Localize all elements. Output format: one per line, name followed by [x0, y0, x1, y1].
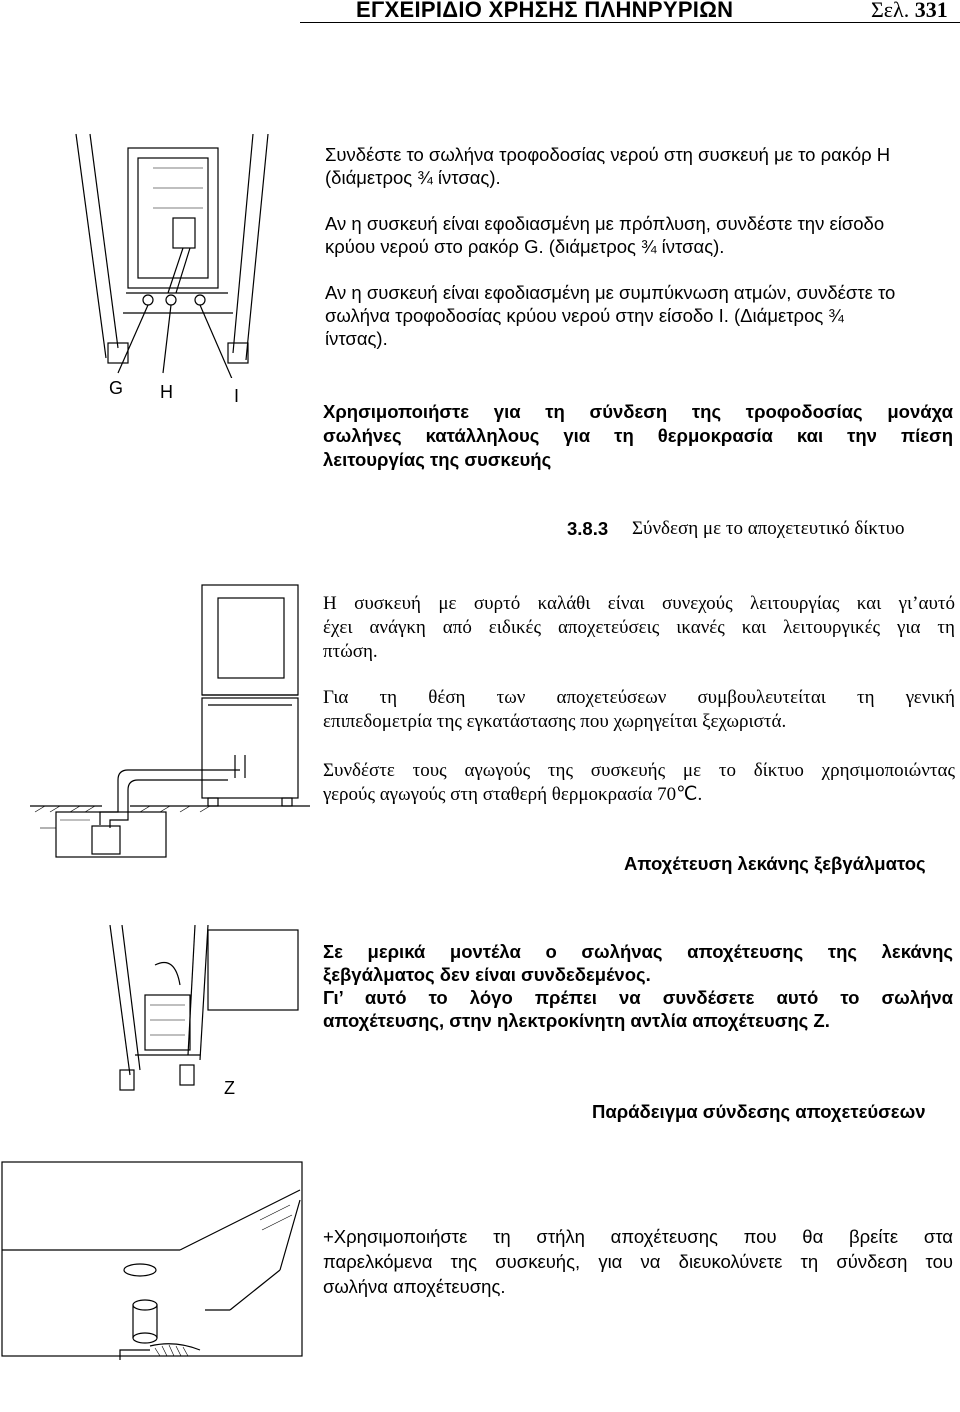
- manual-title: ΕΓΧΕΙΡΙΔΙΟ ΧΡΗΣΗΣ ΠΛΗΝΡΥΡΙΩΝ: [356, 0, 734, 22]
- water-p1-line2: (διάμετρος ¾ ίντσας).: [325, 167, 501, 188]
- water-p2-line1: Αν η συσκευή είναι εφοδιασμένη με πρόπλυση, συνδέστε την είσοδο: [325, 213, 885, 234]
- drain-p1-line1: Η συσκευή με συρτό καλάθι είναι συνεχούς λειτουργίας και γι’αυτό: [323, 593, 955, 614]
- warning-line3: λειτουργίας της συσκευής: [323, 449, 552, 470]
- section-title: Σύνδεση με το αποχετευτικό δίκτυο: [632, 518, 905, 539]
- page-number-value: 331: [914, 0, 948, 22]
- rinse-p2-line1: Γι’ αυτό το λόγο πρέπει να συνδέσετε αυτό το σωλήνα: [323, 987, 953, 1008]
- label-z: Z: [224, 1078, 235, 1098]
- page-number: [871, 0, 948, 23]
- drain-p3-line2: γερούς αγωγούς στη σταθερή θερμοκρασία 70℃.: [323, 784, 703, 805]
- rinse-p1-line1: Σε μερικά μοντέλα ο σωλήνας αποχέτευσης της λεκάνης: [323, 941, 953, 962]
- drain-column-figure: [0, 1160, 305, 1360]
- water-p1-line1: Συνδέστε το σωλήνα τροφοδοσίας νερού στη συσκευή με το ρακόρ Η: [325, 144, 891, 165]
- drain-p2-line1: Για τη θέση των αποχετεύσεων συμβουλευτείται τη γενική: [323, 687, 955, 708]
- label-g: G: [109, 378, 124, 398]
- warning-line2: σωλήνες κατάλληλους για τη θερμοκρασία και την πίεση: [323, 425, 953, 446]
- drain-p1-line3: πτώση.: [323, 641, 378, 662]
- water-p3-line2: σωλήνα τροφοδοσίας κρύου νερού στην είσοδο Ι. (Διάμετρος ¾: [325, 305, 844, 326]
- warning-line1: Χρησιμοποιήστε για τη σύνδεση της τροφοδοσίας μονάχα: [323, 401, 953, 422]
- example-line3: σωλήνα αποχέτευσης.: [323, 1276, 506, 1297]
- example-line1: +Χρησιμοποιήστε τη στήλη αποχέτευσης που θα βρείτε στα: [323, 1226, 953, 1247]
- page-prefix: Σελ.: [871, 0, 910, 22]
- rinse-drain-heading: Αποχέτευση λεκάνης ξεβγάλματος: [624, 853, 926, 874]
- section-number: 3.8.3: [567, 518, 609, 539]
- water-p2-line2: κρύου νερού στο ρακόρ G. (διάμετρος ¾ ίντσας).: [325, 236, 725, 257]
- label-i: I: [234, 386, 240, 406]
- drain-p2-line2: επιπεδομετρία της εγκατάστασης που χωρηγείται ξεχωριστά.: [323, 711, 787, 732]
- example-heading: Παράδειγμα σύνδεσης αποχετεύσεων: [592, 1101, 926, 1122]
- water-p3-line1: Αν η συσκευή είναι εφοδιασμένη με συμπύκνωση ατμών, συνδέστε το: [325, 282, 896, 303]
- pump-figure: [100, 925, 300, 1100]
- label-h: H: [160, 382, 173, 402]
- rinse-p1-line2: ξεβγάλματος δεν είναι συνδεδεμένος.: [323, 964, 651, 985]
- example-line2: παρελκόμενα της συσκευής, για να διευκολύνετε τη σύνδεση του: [323, 1251, 953, 1272]
- water-supply-figure: [68, 128, 288, 378]
- drain-p3-line1: Συνδέστε τους αγωγούς της συσκευής με το δίκτυο χρησιμοποιώντας: [323, 760, 955, 781]
- drain-figure: [30, 580, 310, 860]
- water-p3-line3: ίντσας).: [325, 328, 388, 349]
- drain-p1-line2: έχει ανάγκη από ειδικές αποχετεύσεις ικανές και λειτουργικές για τη: [323, 617, 955, 638]
- rinse-p2-line2: αποχέτευσης, στην ηλεκτροκίνητη αντλία αποχέτευσης Ζ.: [323, 1010, 830, 1031]
